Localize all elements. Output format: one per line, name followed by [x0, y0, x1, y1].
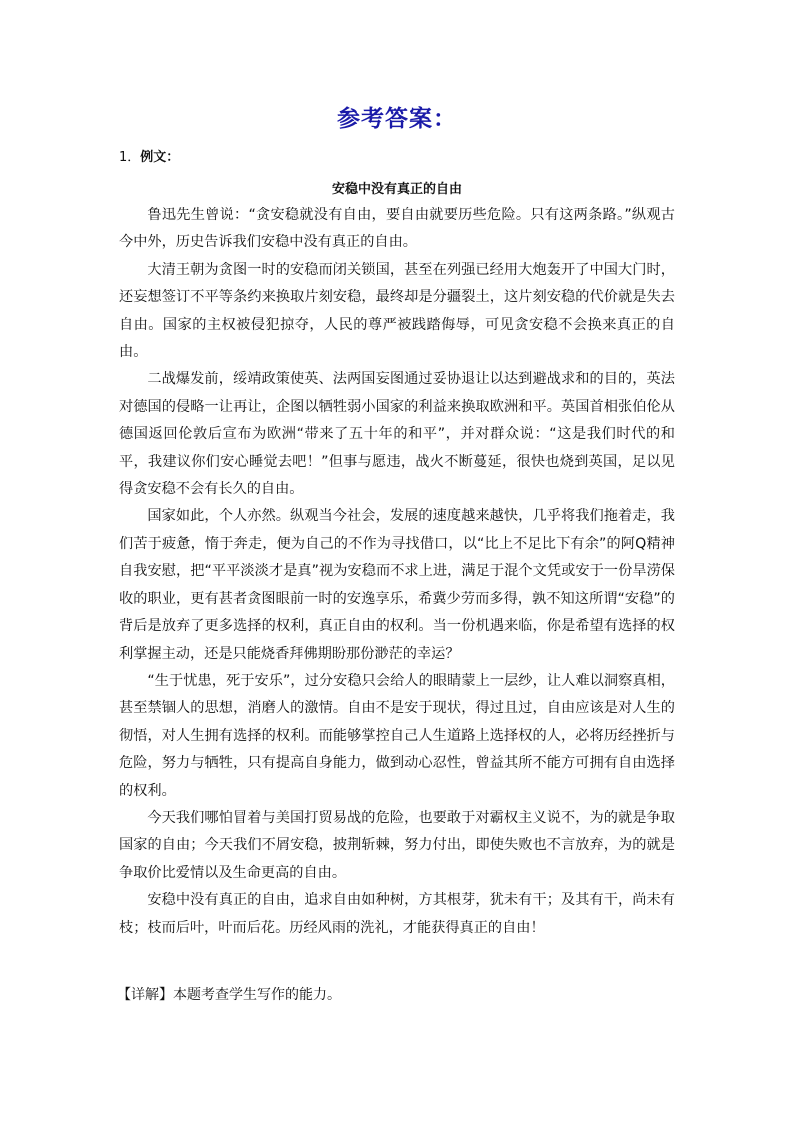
essay-paragraph: 安稳中没有真正的自由，追求自由如种树，方其根芽，犹未有干；及其有干，尚未有枝；枝而后叶，叶而后花。历经风雨的洗礼，才能获得真正的自由！: [119, 892, 675, 936]
essay-paragraph: 大清王朝为贪图一时的安稳而闭关锁国，甚至在列强已经用大炮轰开了中国大门时，还妄想签订不平等条约来换取片刻安稳，最终却是分疆裂土，这片刻安稳的代价就是失去自由。国家的主权被侵犯掠夺，人民的尊严被践踏侮辱，可见贪安稳不会换来真正的自由。: [119, 261, 675, 361]
essay-title: 安稳中没有真正的自由: [331, 182, 462, 197]
essay-paragraph: 二战爆发前，绥靖政策使英、法两国妄图通过妥协退让以达到避战求和的目的，英法对德国的侵略一让再让，企图以牺牲弱小国家的利益来换取欧洲和平。英国首相张伯伦从德国返回伦敦后宣布为欧洲“带来了五十年的和平”，并对群众说：“这是我们时代的和平，我建议你们安心睡觉去吧！”但事与愿违，战火不断蔓延，很快也烧到英国，足以见得贪安稳不会有长久的自由。: [119, 371, 675, 498]
essay-paragraph: 今天我们哪怕冒着与美国打贸易战的危险，也要敢于对霸权主义说不，为的就是争取国家的自由；今天我们不屑安稳，披荆斩棘，努力付出，即使失败也不言放弃，为的就是争取价比爱情以及生命更高的自由。: [119, 809, 675, 881]
detail-note: 【详解】本题考查学生写作的能力。: [117, 987, 341, 1003]
answer-heading: 参考答案：: [337, 106, 457, 132]
question-label: 例文：: [140, 150, 180, 165]
essay-paragraph: “生于忧患，死于安乐”，过分安稳只会给人的眼睛蒙上一层纱，让人难以洞察真相，甚至禁锢人的思想，消磨人的激情。自由不是安于现状，得过且过，自由应该是对人生的彻悟，对人生拥有选择的权利。而能够掌控自己人生道路上选择权的人，必将历经挫折与危险，努力与牺牲，只有提高自身能力，做到动心忍性，曾益其所不能方可拥有自由选择的权利。: [119, 672, 675, 799]
essay-body: [119, 202, 675, 942]
essay-paragraph: 鲁迅先生曾说：“贪安稳就没有自由，要自由就要历些危险。只有这两条路。”纵观古今中外，历史告诉我们安稳中没有真正的自由。: [119, 207, 675, 251]
question-number: 1．: [119, 150, 141, 165]
essay-paragraph: 国家如此，个人亦然。纵观当今社会，发展的速度越来越快，几乎将我们拖着走，我们苦于疲惫，惰于奔走，便为自己的不作为寻找借口，以“比上不足比下有余”的阿Q精神自我安慰，把“平平淡淡才是真”视为安稳而不求上进，满足于混个文凭或安于一份旱涝保收的职业，更有甚者贪图眼前一时的安逸享乐，希冀少劳而多得，孰不知这所谓“安稳”的背后是放弃了更多选择的权利，真正自由的权利。当一份机遇来临，你是希望有选择的权利掌握主动，还是只能烧香拜佛期盼那份渺茫的幸运？: [119, 508, 675, 662]
question-line: [119, 146, 179, 165]
